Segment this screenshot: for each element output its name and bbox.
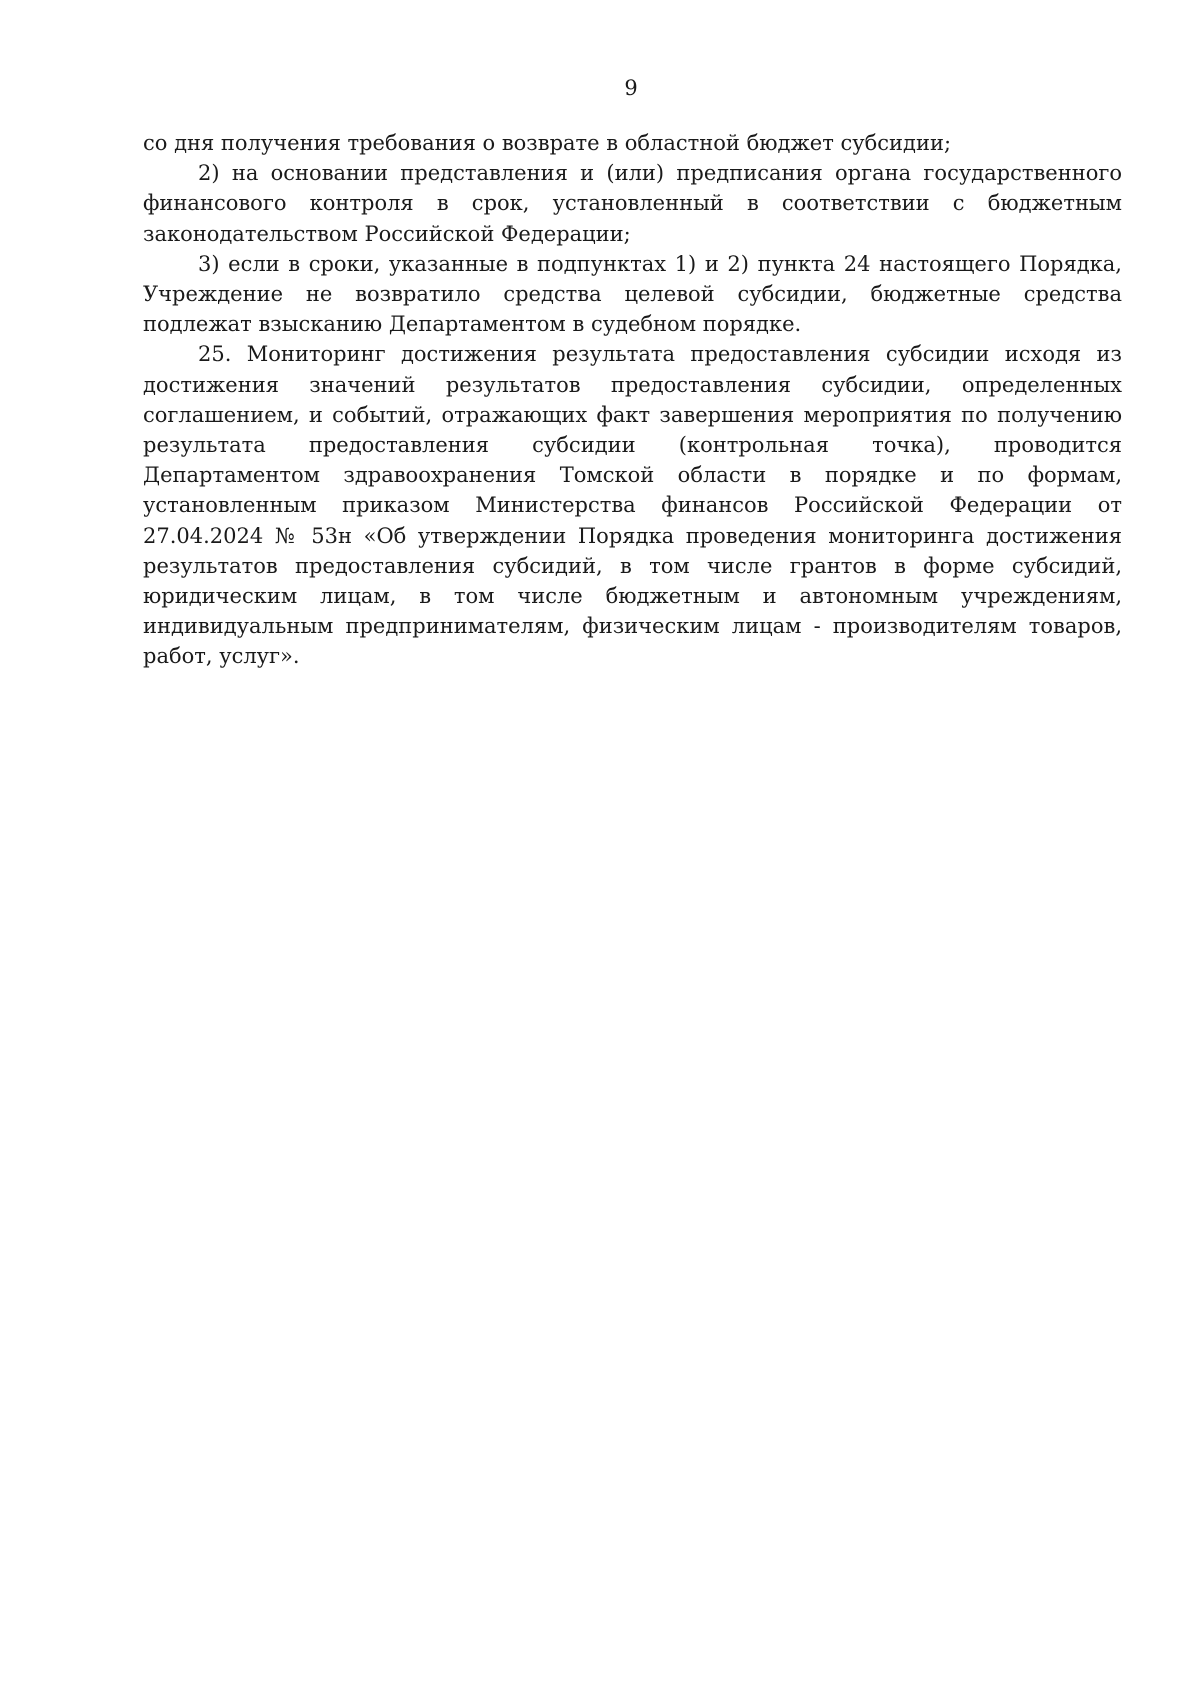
- paragraph-clause-25: 25. Мониторинг достижения результата предоставления субсидии исходя из достижения значений результатов предоставления субсидии, определенных соглашением, и событий, отражающих факт завершения мероприятия по получению результата предоставления субсидии (контрольная точка), проводится Департаментом здравоохранения Томской области в порядке и по формам, установленным приказом Министерства финансов Российской Федерации от 27.04.2024 № 53н «Об утверждении Порядка проведения мониторинга достижения результатов предоставления субсидий, в том числе грантов в форме субсидий, юридическим лицам, в том числе бюджетным и автономным учреждениям, индивидуальным предпринимателям, физическим лицам - производителям товаров, работ, услуг».: [143, 342, 1122, 669]
- page-number: 9: [624, 76, 638, 100]
- document-body: [143, 128, 1122, 672]
- paragraph-item-3: 3) если в сроки, указанные в подпунктах 1) и 2) пункта 24 настоящего Порядка, Учреждение не возвратило средства целевой субсидии, бюджетные средства подлежат взысканию Департаментом в судебном порядке.: [143, 251, 1122, 337]
- paragraph-continuation: со дня получения требования о возврате в областной бюджет субсидии;: [143, 131, 952, 155]
- paragraph-item-2: 2) на основании представления и (или) предписания органа государственного финансового контроля в срок, установленный в соответствии с бюджетным законодательством Российской Федерации;: [143, 161, 1122, 246]
